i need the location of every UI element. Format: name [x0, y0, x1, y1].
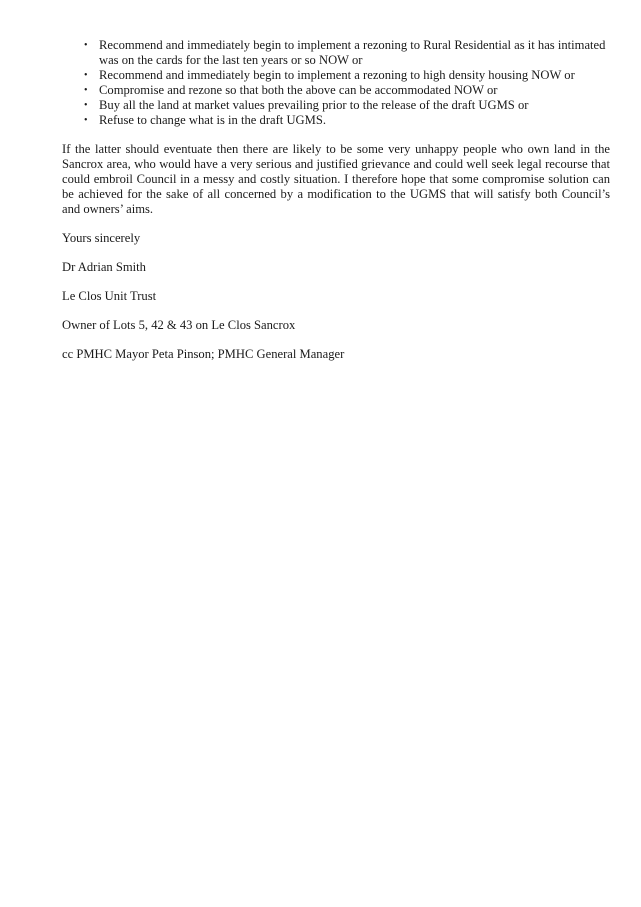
list-item	[62, 83, 610, 98]
bullet-icon: •	[84, 115, 88, 126]
option-text: Compromise and rezone so that both the above can be accommodated NOW or	[99, 83, 498, 97]
option-text: Recommend and immediately begin to implement a rezoning to high density housing NOW or	[99, 68, 575, 82]
list-item	[62, 98, 610, 113]
closing-salutation: Yours sincerely	[62, 231, 141, 245]
bullet-icon: •	[84, 70, 88, 81]
list-item	[62, 38, 610, 68]
body-paragraph: If the latter should eventuate then there are likely to be some very unhappy people who own land in the Sancrox area, who would have a very serious and justified grievance and could well seek legal recourse that could embroil Council in a messy and costly situation. I therefore hope that some compromise solution can be achieved for the sake of all concerned by a modification to the UGMS that will satisfy both Council’s and owners’ aims.	[62, 142, 610, 216]
bullet-icon: •	[84, 100, 88, 111]
signatory-name: Dr Adrian Smith	[62, 260, 146, 274]
option-text: Buy all the land at market values prevailing prior to the release of the draft UGMS or	[99, 98, 529, 112]
letter-page	[62, 38, 610, 362]
options-list	[62, 38, 610, 128]
bullet-icon: •	[84, 40, 88, 51]
option-text: Refuse to change what is in the draft UGMS.	[99, 113, 326, 127]
bullet-icon: •	[84, 85, 88, 96]
option-text: Recommend and immediately begin to implement a rezoning to Rural Residential as it has intimated was on the cards for the last ten years or so NOW or	[99, 38, 606, 67]
list-item	[62, 113, 610, 128]
cc-line: cc PMHC Mayor Peta Pinson; PMHC General Manager	[62, 347, 345, 361]
list-item	[62, 68, 610, 83]
ownership-line: Owner of Lots 5, 42 & 43 on Le Clos Sancrox	[62, 318, 296, 332]
organisation-name: Le Clos Unit Trust	[62, 289, 157, 303]
